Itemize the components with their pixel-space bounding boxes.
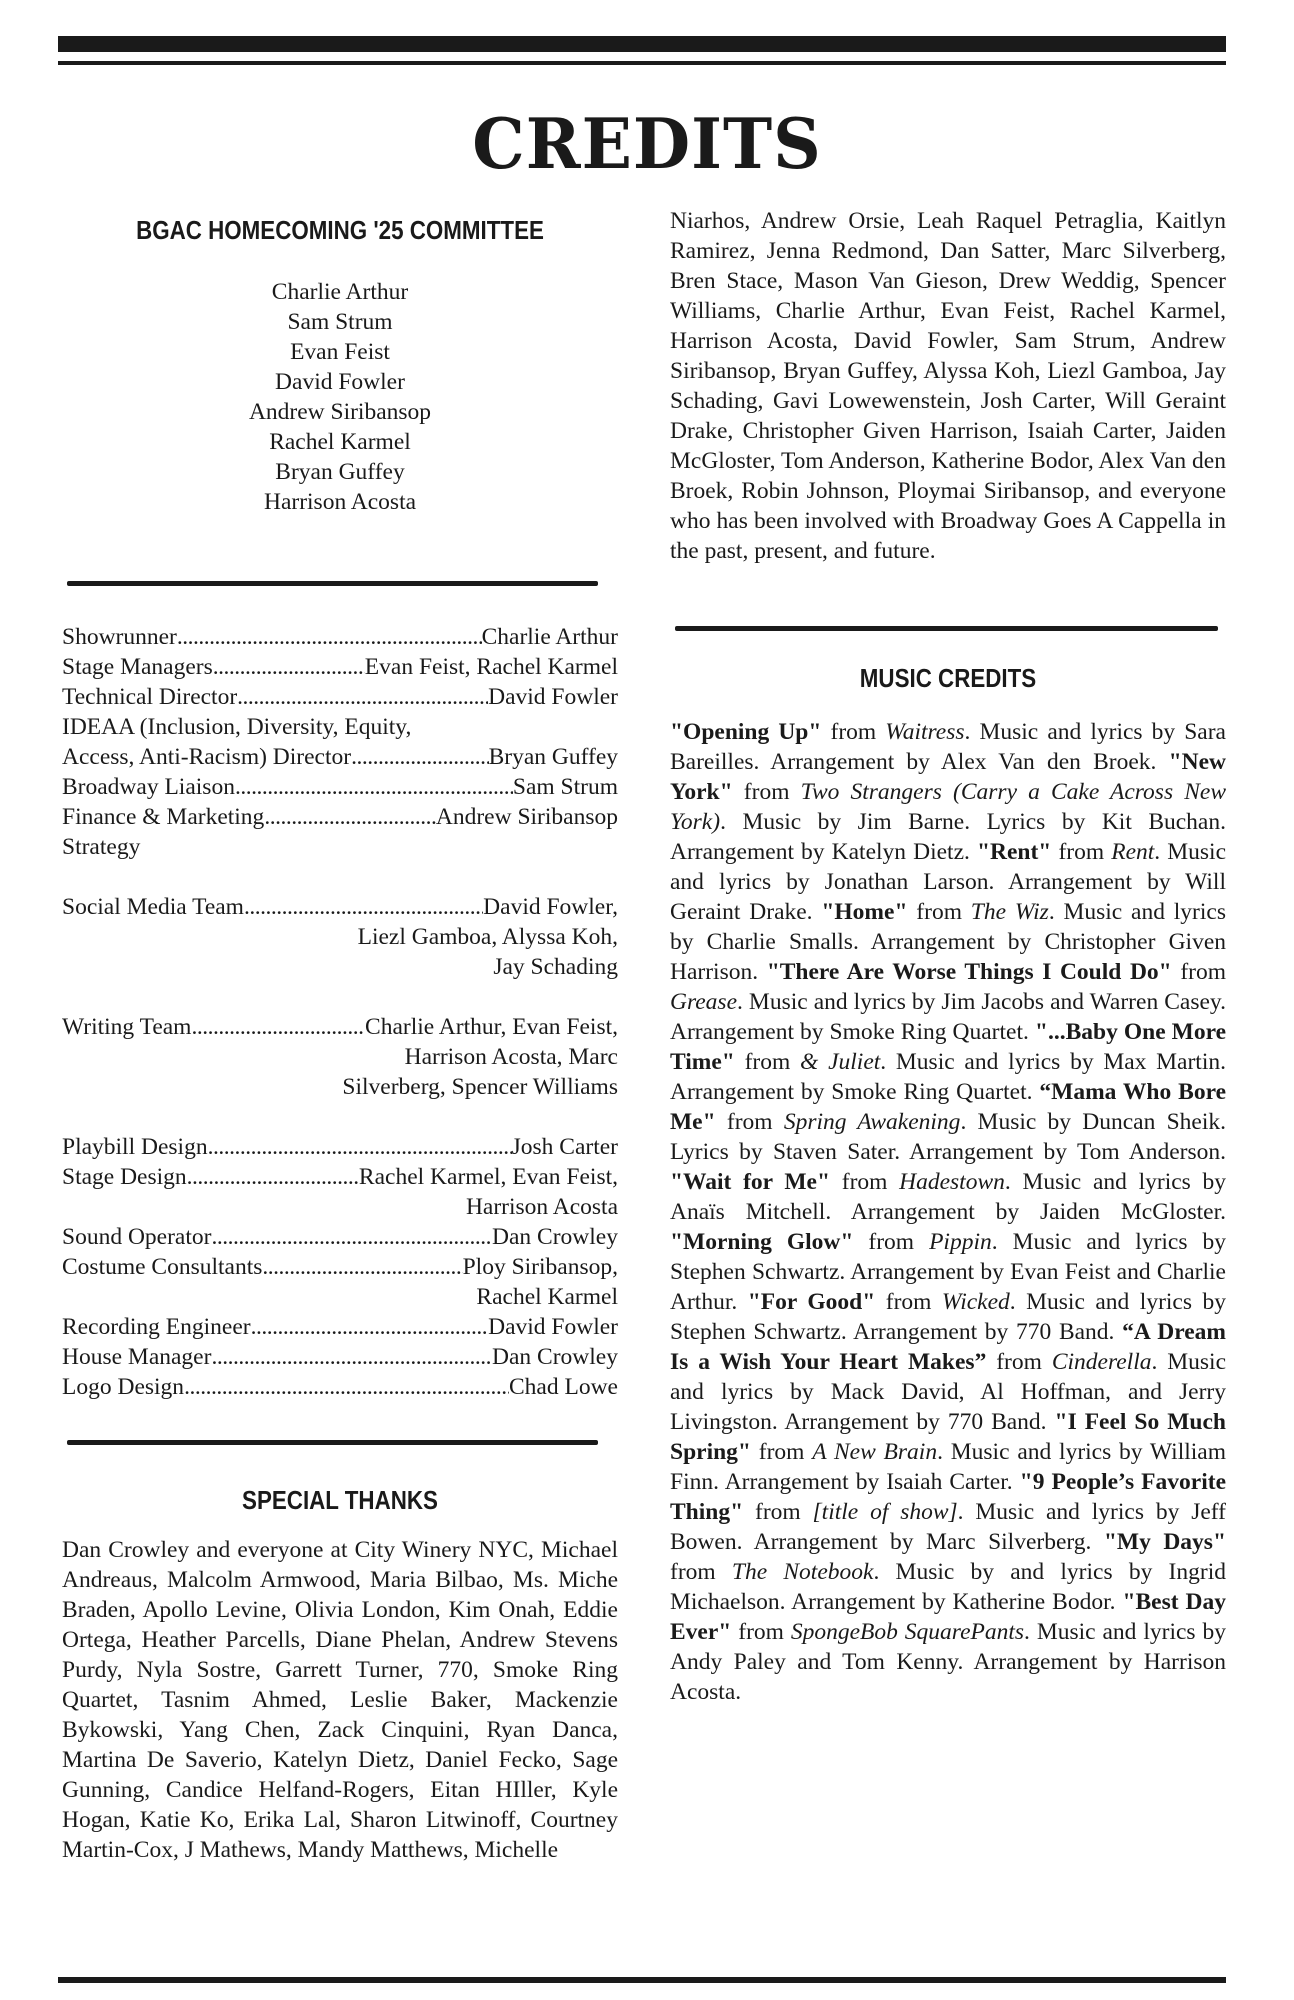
role-value: Ploy Siribansop, bbox=[462, 1254, 618, 1280]
dot-leader bbox=[244, 892, 483, 922]
song-details: . Music and lyrics by Sara Bareilles. Arrangement by Alex Van den Broek. bbox=[670, 719, 1226, 775]
role-value-continued: Jay Schading bbox=[493, 954, 618, 980]
dot-leader bbox=[191, 1012, 365, 1042]
special-thanks-text: Dan Crowley and everyone at City Winery NYC, Michael Andreaus, Malcolm Armwood, Maria Bilbao, Ms. Miche Braden, Apollo Levine, Olivia London, Kim Onah, Eddie Ortega, Heather Parcells, Diane Phelan, Andrew Stevens Purdy, Nyla Sostre, Garrett Turner, 770, Smoke Ring Quartet, Tasnim Ahmed, Leslie Baker, Mackenzie Bykowski, Yang Chen, Zack Cinquini, Ryan Danca, Martina De Saverio, Katelyn Dietz, Daniel Fecko, Sage Gunning, Candice Helfand-Rogers, Eitan HIller, Kyle Hogan, Katie Ko, Erika Lal, Sharon Litwinoff, Courtney Martin-Cox, J Mathews, Mandy Matthews, Michelle bbox=[62, 1537, 618, 1863]
show-title: The Wiz bbox=[970, 899, 1049, 925]
committee-member: David Fowler bbox=[275, 369, 405, 395]
dot-leader bbox=[184, 1372, 509, 1402]
music-credits-text bbox=[670, 717, 1226, 1707]
role-row-sound bbox=[62, 1222, 618, 1252]
role-label: Social Media Team bbox=[62, 894, 244, 920]
role-label: Technical Director bbox=[62, 684, 238, 710]
role-value: Evan Feist, Rachel Karmel bbox=[364, 654, 618, 680]
role-row-house bbox=[62, 1342, 618, 1372]
role-label: Stage Design bbox=[62, 1164, 187, 1190]
role-label: Recording Engineer bbox=[62, 1314, 251, 1340]
dot-leader bbox=[187, 1162, 359, 1192]
role-row-stage-managers bbox=[62, 652, 618, 682]
role-value: Charlie Arthur bbox=[481, 624, 618, 650]
role-row-finance bbox=[62, 802, 618, 832]
song-from: from bbox=[732, 779, 801, 805]
song-from: from bbox=[1051, 839, 1112, 865]
role-label: Sound Operator bbox=[62, 1224, 212, 1250]
song-title: "Rent" bbox=[976, 839, 1052, 865]
role-value: Rachel Karmel, Evan Feist, bbox=[358, 1164, 618, 1190]
song-details: . Music and lyrics by William Finn. Arrangement by Isaiah Carter. bbox=[670, 1439, 1226, 1495]
song-title: "Opening Up" bbox=[670, 719, 822, 745]
left-column bbox=[62, 215, 618, 1865]
show-title: SpongeBob SquarePants bbox=[790, 1619, 1025, 1645]
song-credit bbox=[670, 1169, 1226, 1225]
page-title: CREDITS bbox=[472, 103, 822, 185]
spacer bbox=[62, 1102, 618, 1132]
song-from: from bbox=[715, 1109, 784, 1135]
song-from: from bbox=[853, 1229, 930, 1255]
song-title: "I Feel So Much Spring" bbox=[670, 1409, 1226, 1465]
role-value-continued: Harrison Acosta bbox=[465, 1194, 618, 1220]
role-label-line: IDEAA (Inclusion, Diversity, Equity, bbox=[62, 714, 412, 740]
song-from: from bbox=[821, 719, 886, 745]
role-value-continued: Liezl Gamboa, Alyssa Koh, bbox=[357, 924, 618, 950]
song-title: "Home" bbox=[821, 899, 908, 925]
song-from: from bbox=[875, 1289, 942, 1315]
song-from: from bbox=[743, 1499, 813, 1525]
song-title: "...Baby One More Time" bbox=[670, 1019, 1227, 1075]
role-row-recording bbox=[62, 1312, 618, 1342]
show-title: Grease bbox=[670, 989, 738, 1015]
show-title: A New Brain bbox=[812, 1439, 938, 1465]
role-row-stage-design bbox=[62, 1162, 618, 1192]
role-label: Writing Team bbox=[62, 1014, 192, 1040]
song-from: from bbox=[670, 1559, 732, 1585]
role-label-line: Strategy bbox=[62, 834, 141, 860]
role-label: House Manager bbox=[62, 1344, 212, 1370]
show-title: Waitress bbox=[885, 719, 965, 745]
song-title: "New York" bbox=[670, 749, 1226, 805]
role-value: Josh Carter bbox=[511, 1134, 618, 1160]
role-label: Logo Design bbox=[62, 1374, 185, 1400]
song-details: . Music and lyrics by Mack David, Al Hoffman, and Jerry Livingston. Arrangement by 770 Band. bbox=[670, 1349, 1227, 1435]
section-divider bbox=[675, 626, 1218, 631]
song-title: “A Dream Is a Wish Your Heart Makes” bbox=[670, 1319, 1226, 1375]
role-row-playbill bbox=[62, 1132, 618, 1162]
role-value: Dan Crowley bbox=[492, 1344, 618, 1370]
show-title: Two Strangers (Carry a Cake Across New York) bbox=[670, 779, 1227, 835]
music-credits-heading: MUSIC CREDITS bbox=[859, 663, 1037, 693]
role-value: Charlie Arthur, Evan Feist, bbox=[365, 1014, 618, 1040]
dot-leader bbox=[251, 1312, 489, 1342]
song-details: . Music by Jim Barne. Lyrics by Kit Buchan. Arrangement by Katelyn Dietz. bbox=[670, 809, 1226, 865]
role-label: Costume Consultants bbox=[62, 1254, 263, 1280]
top-rule-thick bbox=[58, 36, 1226, 52]
role-label: Broadway Liaison bbox=[62, 774, 235, 800]
dot-leader bbox=[235, 772, 513, 802]
dot-leader bbox=[351, 742, 488, 772]
committee-member: Andrew Siribansop bbox=[248, 399, 432, 425]
committee-member: Evan Feist bbox=[290, 339, 390, 365]
dot-leader bbox=[264, 802, 436, 832]
show-title: The Notebook bbox=[731, 1559, 874, 1585]
dot-leader bbox=[213, 652, 365, 682]
show-title: & Juliet bbox=[800, 1049, 881, 1075]
dot-leader bbox=[211, 1342, 492, 1372]
committee-member: Bryan Guffey bbox=[275, 459, 405, 485]
bottom-rule bbox=[58, 1977, 1226, 1983]
role-row-ideaa bbox=[62, 742, 618, 772]
spacer bbox=[62, 862, 618, 892]
song-from: from bbox=[750, 1439, 813, 1465]
song-from: from bbox=[986, 1349, 1052, 1375]
committee-member: Harrison Acosta bbox=[263, 489, 417, 515]
roles-list bbox=[62, 622, 618, 1402]
role-label: Showrunner bbox=[62, 624, 177, 650]
role-value: David Fowler bbox=[488, 1314, 618, 1340]
top-rule-thin bbox=[58, 61, 1226, 65]
role-value: David Fowler bbox=[488, 684, 618, 710]
song-details: . Music and lyrics by Charlie Smalls. Arrangement by Christopher Given Harrison. bbox=[670, 899, 1226, 985]
song-details: . Music and lyrics by Jim Jacobs and Warren Casey. Arrangement by Smoke Ring Quartet. bbox=[670, 989, 1226, 1045]
role-row-social-media bbox=[62, 892, 618, 922]
show-title: Hadestown bbox=[899, 1169, 1005, 1195]
role-row-logo bbox=[62, 1372, 618, 1402]
dot-leader bbox=[211, 1222, 492, 1252]
song-details: . Music and lyrics by Anaïs Mitchell. Arrangement by Jaiden McGloster. bbox=[670, 1169, 1227, 1225]
show-title: Spring Awakening bbox=[783, 1109, 961, 1135]
role-value-continued: Rachel Karmel bbox=[476, 1284, 618, 1310]
section-divider bbox=[67, 581, 598, 586]
song-details: . Music and lyrics by Andy Paley and Tom Kenny. Arrangement by Harrison Acosta. bbox=[670, 1619, 1226, 1705]
song-details: . Music and lyrics by Jeff Bowen. Arrangement by Marc Silverberg. bbox=[670, 1499, 1226, 1555]
role-value-continued: Silverberg, Spencer Williams bbox=[342, 1074, 618, 1100]
song-title: "Morning Glow" bbox=[670, 1229, 854, 1255]
special-thanks-heading: SPECIAL THANKS bbox=[242, 1485, 438, 1515]
role-value: Sam Strum bbox=[512, 774, 618, 800]
role-row-broadway-liaison bbox=[62, 772, 618, 802]
role-value: Andrew Siribansop bbox=[435, 804, 618, 830]
song-details: . Music and lyrics by Max Martin. Arrangement by Smoke Ring Quartet. bbox=[670, 1049, 1226, 1105]
song-title: "For Good" bbox=[747, 1289, 876, 1315]
committee-member: Rachel Karmel bbox=[269, 429, 411, 455]
spacer bbox=[62, 982, 618, 1012]
song-details: . Music by Duncan Sheik. Lyrics by Staven Sater. Arrangement by Tom Anderson. bbox=[670, 1109, 1226, 1165]
show-title: Rent bbox=[1111, 839, 1155, 865]
song-title: "Best Day Ever" bbox=[670, 1589, 1227, 1645]
song-details: . Music and lyrics by Jonathan Larson. Arrangement by Will Geraint Drake. bbox=[670, 839, 1227, 925]
right-column bbox=[670, 206, 1226, 1707]
song-title: "My Days" bbox=[1103, 1529, 1226, 1555]
role-row-costume bbox=[62, 1252, 618, 1282]
show-title: Cinderella bbox=[1051, 1349, 1152, 1375]
show-title: [title of show] bbox=[812, 1499, 958, 1525]
role-label: Playbill Design bbox=[62, 1134, 208, 1160]
dot-leader bbox=[177, 622, 482, 652]
role-row-technical-director bbox=[62, 682, 618, 712]
song-from: from bbox=[731, 1619, 791, 1645]
committee-member: Sam Strum bbox=[287, 309, 393, 335]
role-value: Dan Crowley bbox=[492, 1224, 618, 1250]
committee-member: Charlie Arthur bbox=[271, 279, 409, 305]
dot-leader bbox=[208, 1132, 512, 1162]
song-title: “Mama Who Bore Me" bbox=[670, 1079, 1227, 1135]
section-divider bbox=[67, 1440, 598, 1445]
song-from: from bbox=[734, 1049, 801, 1075]
dot-leader bbox=[262, 1252, 462, 1282]
role-value: Chad Lowe bbox=[509, 1374, 618, 1400]
role-label: Stage Managers bbox=[62, 654, 213, 680]
committee-heading: BGAC HOMECOMING '25 COMMITTEE bbox=[136, 215, 544, 245]
role-value: Bryan Guffey bbox=[488, 744, 618, 770]
song-details: . Music by and lyrics by Ingrid Michaelson. Arrangement by Katherine Bodor. bbox=[670, 1559, 1226, 1615]
role-value-continued: Harrison Acosta, Marc bbox=[404, 1044, 618, 1070]
song-title: "9 People’s Favorite Thing" bbox=[670, 1469, 1226, 1525]
role-row-writing bbox=[62, 1012, 618, 1042]
song-from: from bbox=[907, 899, 971, 925]
song-credit bbox=[670, 719, 1226, 775]
dot-leader bbox=[237, 682, 488, 712]
role-value: David Fowler, bbox=[483, 894, 618, 920]
role-label: Access, Anti-Racism) Director bbox=[62, 744, 352, 770]
song-from: from bbox=[1171, 959, 1226, 985]
song-title: "Wait for Me" bbox=[670, 1169, 831, 1195]
role-label: Finance & Marketing bbox=[62, 804, 265, 830]
song-title: "There Are Worse Things I Could Do" bbox=[766, 959, 1172, 985]
song-from: from bbox=[830, 1169, 900, 1195]
committee-list bbox=[62, 277, 618, 517]
show-title: Pippin bbox=[929, 1229, 992, 1255]
song-details: . Music and lyrics by Stephen Schwartz. Arrangement by Evan Feist and Charlie Arthur. bbox=[670, 1229, 1226, 1315]
special-thanks-text-continued: Niarhos, Andrew Orsie, Leah Raquel Petraglia, Kaitlyn Ramirez, Jenna Redmond, Dan Satter, Marc Silverberg, Bren Stace, Mason Van Gieson, Drew Weddig, Spencer Williams, Charlie Arthur, Evan Feist, Rachel Karmel, Harrison Acosta, David Fowler, Sam Strum, Andrew Siribansop, Bryan Guffey, Alyssa Koh, Liezl Gamboa, Jay Schading, Gavi Lowewenstein, Josh Carter, Will Geraint Drake, Christopher Given Harrison, Isaiah Carter, Jaiden McGloster, Tom Anderson, Katherine Bodor, Alex Van den Broek, Robin Johnson, Ploymai Siribansop, and everyone who has been involved with Broadway Goes A Cappella in the past, present, and future. bbox=[670, 208, 1226, 564]
role-row-showrunner bbox=[62, 622, 618, 652]
song-details: . Music and lyrics by Stephen Schwartz. Arrangement by 770 Band. bbox=[670, 1289, 1226, 1345]
show-title: Wicked bbox=[941, 1289, 1010, 1315]
